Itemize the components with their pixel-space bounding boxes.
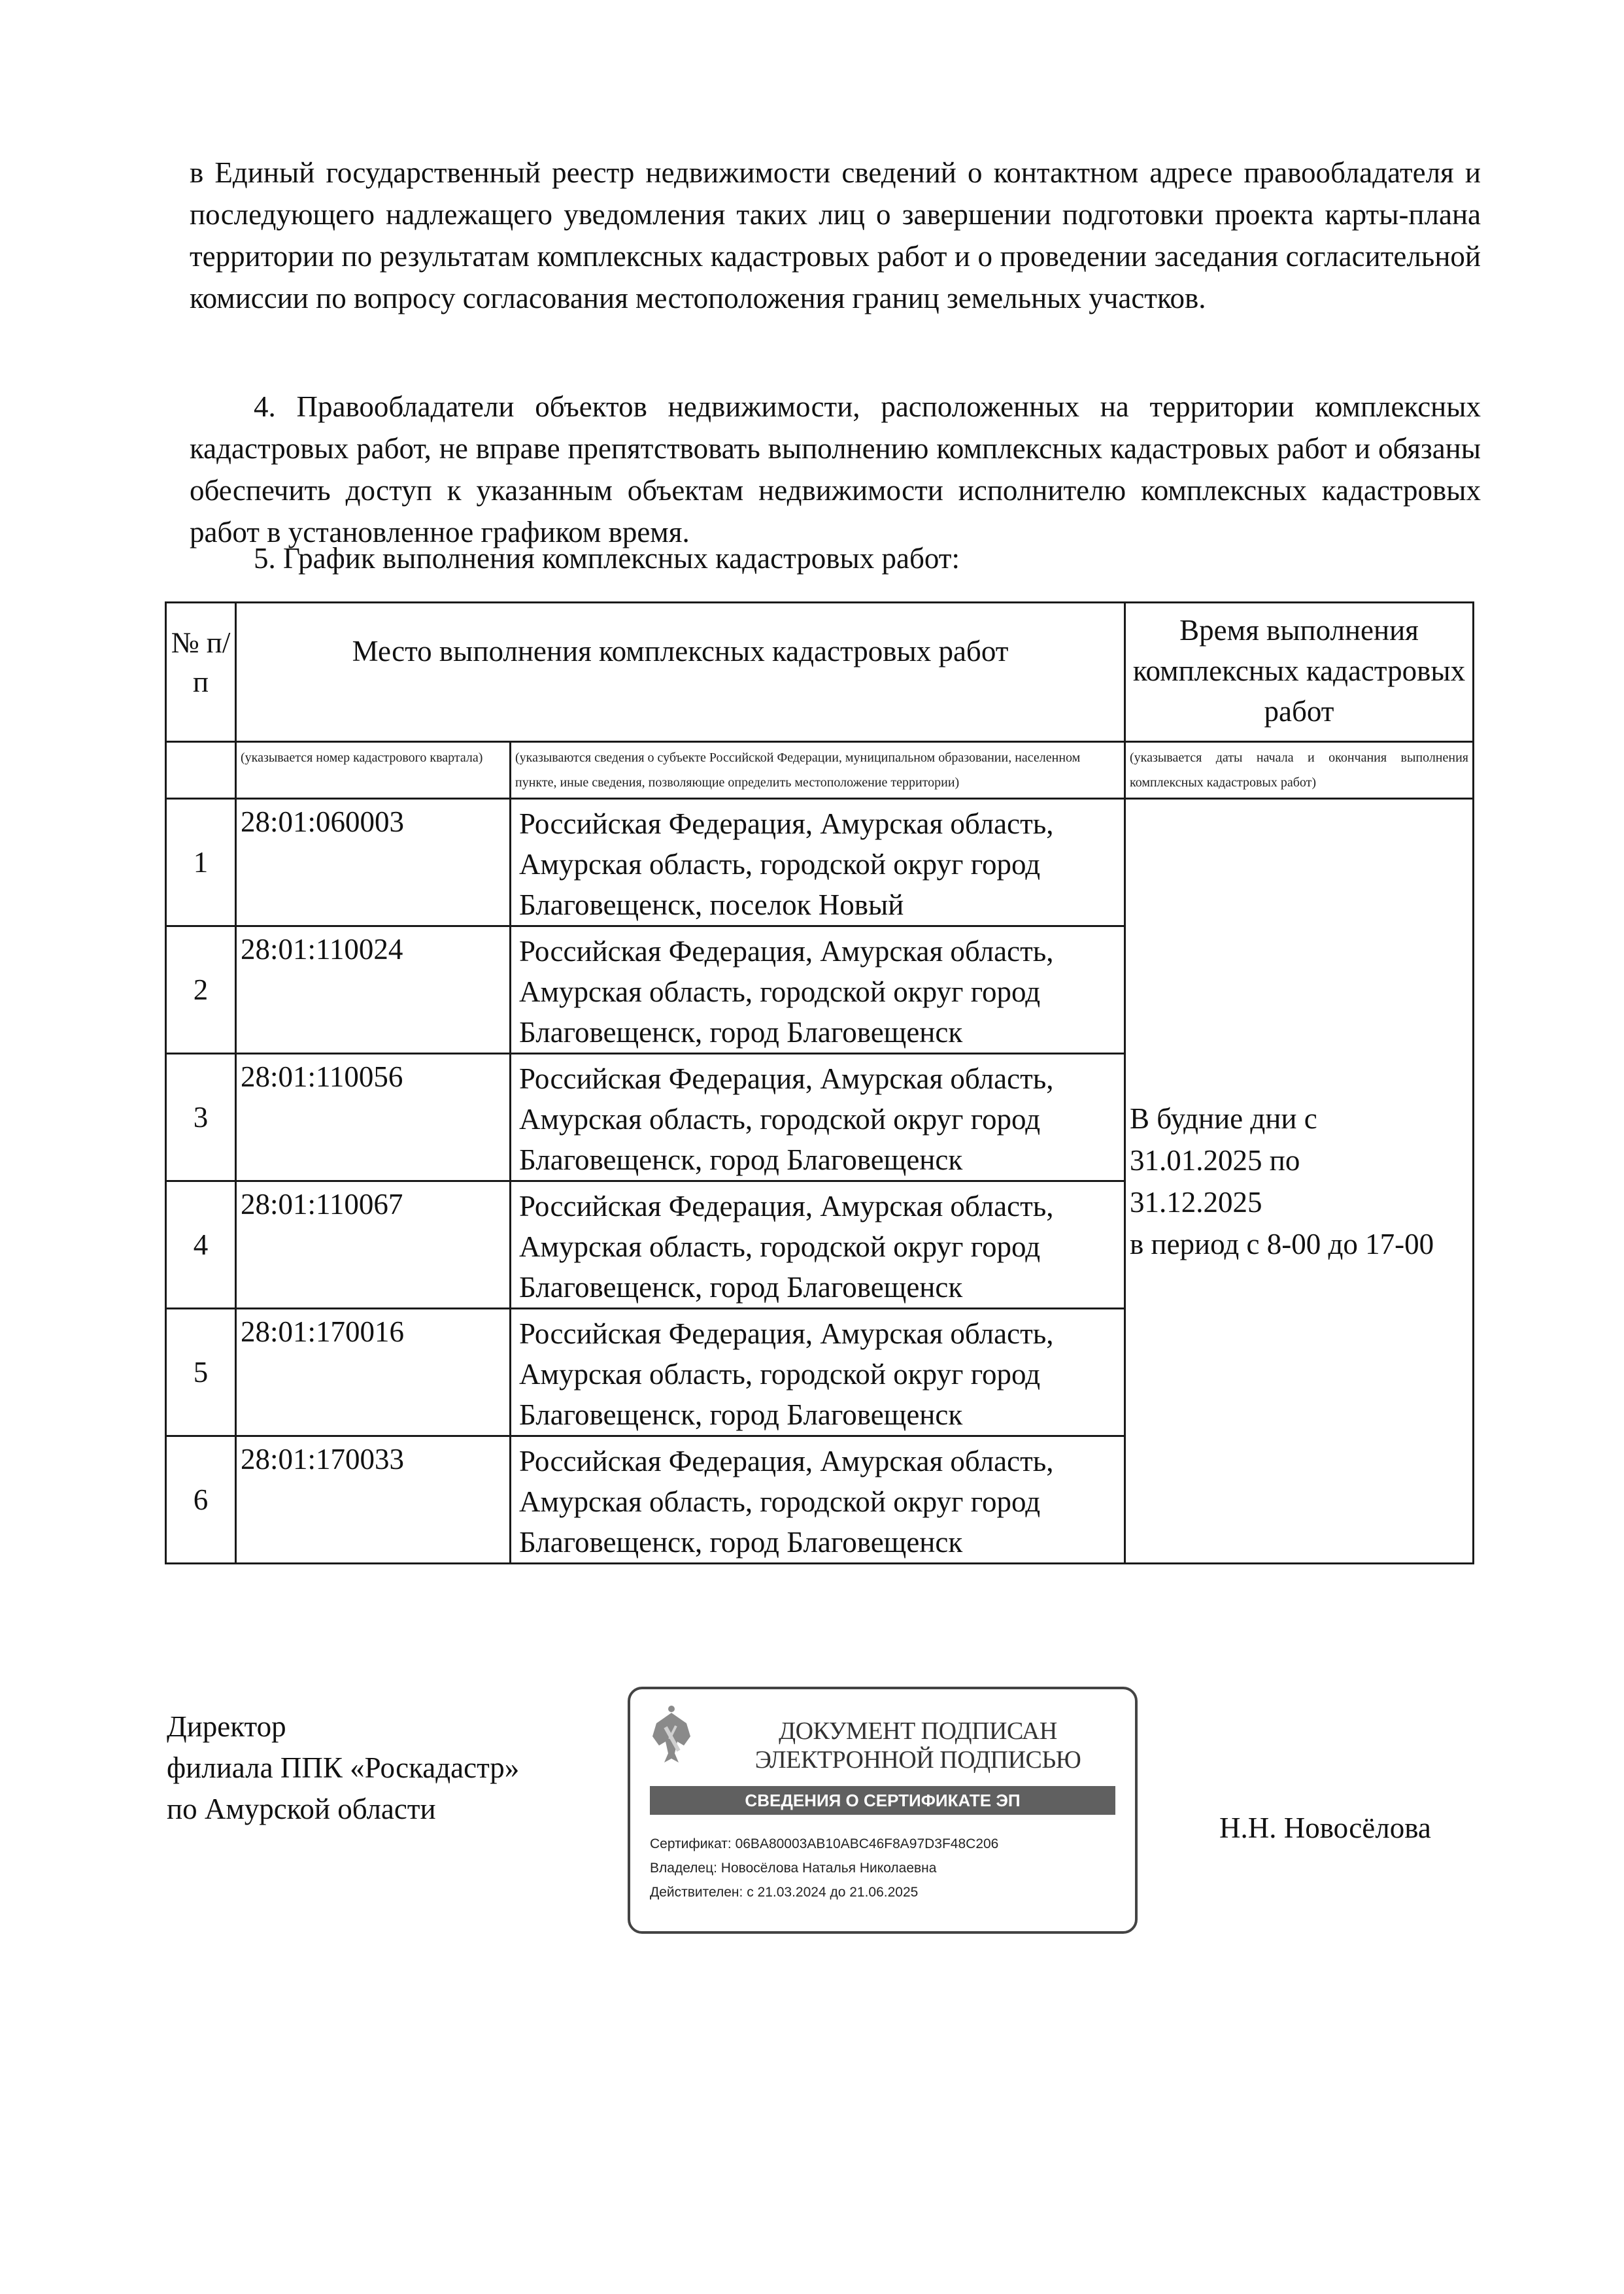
row-number: 6 [166,1436,236,1564]
row-number: 3 [166,1054,236,1181]
certificate-info-bar: СВЕДЕНИЯ О СЕРТИФИКАТЕ ЭП [650,1786,1115,1815]
hint-kadastr: (указывается номер кадастрового квартала) [236,742,511,799]
time-line-2: 31.01.2025 по [1130,1143,1300,1177]
time-line-4: в период с 8-00 до 17-00 [1130,1227,1434,1260]
signatory-name: Н.Н. Новосёлова [1219,1812,1431,1844]
paragraph-4 [190,386,1481,553]
certificate-number: Сертификат: 06BA80003AB10ABC46F8A97D3F48C206 [650,1836,999,1851]
row-number: 1 [166,799,236,926]
hint-place: (указываются сведения о субъекте Российской Федерации, муниципальном образовании, населенном пункте, иные сведения, позволяющие определить местоположение территории) [511,742,1125,799]
kadastr-number: 28:01:060003 [236,799,511,926]
position-line-2: филиала ППК «Роскадастр» [167,1751,520,1784]
time-line-3: 31.12.2025 [1130,1185,1262,1219]
place-description: Российская Федерация, Амурская область, Амурская область, городской округ город Благовещенск, город Благовещенск [511,1436,1125,1564]
place-description: Российская Федерация, Амурская область, Амурская область, городской округ город Благовещенск, город Благовещенск [511,926,1125,1054]
kadastr-number: 28:01:170016 [236,1309,511,1436]
e-signature-stamp [628,1687,1138,1934]
russian-coat-of-arms-icon [650,1704,693,1766]
paragraph-4-text: 4. Правообладатели объектов недвижимости, расположенных на территории комплексных кадастровых работ, не вправе препятствовать выполнению комплексных кадастровых работ и обязаны обеспечить доступ к указанным объектам недвижимости исполнителю комплексных кадастровых работ в установленное графиком время. [190,390,1481,548]
row-number: 2 [166,926,236,1054]
certificate-details [650,1832,998,1904]
place-description: Российская Федерация, Амурская область, Амурская область, городской округ город Благовещенск, город Благовещенск [511,1181,1125,1309]
certificate-validity: Действителен: с 21.03.2024 до 21.06.2025 [650,1885,919,1900]
position-line-3: по Амурской области [167,1793,436,1825]
paragraph-5 [190,537,1481,579]
position-line-1: Директор [167,1710,286,1743]
stamp-title [715,1717,1121,1774]
row-number: 4 [166,1181,236,1309]
hint-number-empty [166,742,236,799]
stamp-title-line-2: ЭЛЕКТРОННОЙ ПОДПИСЬЮ [754,1746,1081,1774]
row-number: 5 [166,1309,236,1436]
time-line-1: В будние дни с [1130,1102,1317,1135]
paragraph-continuation: в Единый государственный реестр недвижимости сведений о контактном адресе правообладателя и последующего надлежащего уведомления таких лиц о завершении подготовки проекта карты-плана территории по результатам комплексных кадастровых работ и о проведении заседания согласительной комиссии по вопросу согласования местоположения границ земельных участков. [190,156,1481,314]
header-number: № п/п [166,603,236,742]
place-description: Российская Федерация, Амурская область, Амурская область, городской округ город Благовещенск, город Благовещенск [511,1054,1125,1181]
kadastr-number: 28:01:110024 [236,926,511,1054]
paragraph-5-text: 5. График выполнения комплексных кадастровых работ: [254,542,960,575]
place-description: Российская Федерация, Амурская область, Амурская область, городской округ город Благовещенск, город Благовещенск [511,1309,1125,1436]
kadastr-number: 28:01:110067 [236,1181,511,1309]
header-place: Место выполнения комплексных кадастровых работ [236,603,1125,742]
table-row [166,799,1474,926]
schedule-table [165,601,1474,1564]
stamp-title-line-1: ДОКУМЕНТ ПОДПИСАН [779,1717,1057,1745]
kadastr-number: 28:01:110056 [236,1054,511,1181]
signatory-position [167,1706,519,1830]
header-time: Время выполнения комплексных кадастровых работ [1125,603,1474,742]
kadastr-number: 28:01:170033 [236,1436,511,1564]
certificate-owner: Владелец: Новосёлова Наталья Николаевна [650,1861,937,1876]
time-period [1125,799,1474,1564]
table-hint-row [166,742,1474,799]
hint-time: (указывается даты начала и окончания выполнения комплексных кадастровых работ) [1125,742,1474,799]
place-description: Российская Федерация, Амурская область, Амурская область, городской округ город Благовещенск, поселок Новый [511,799,1125,926]
table-header-row [166,603,1474,742]
